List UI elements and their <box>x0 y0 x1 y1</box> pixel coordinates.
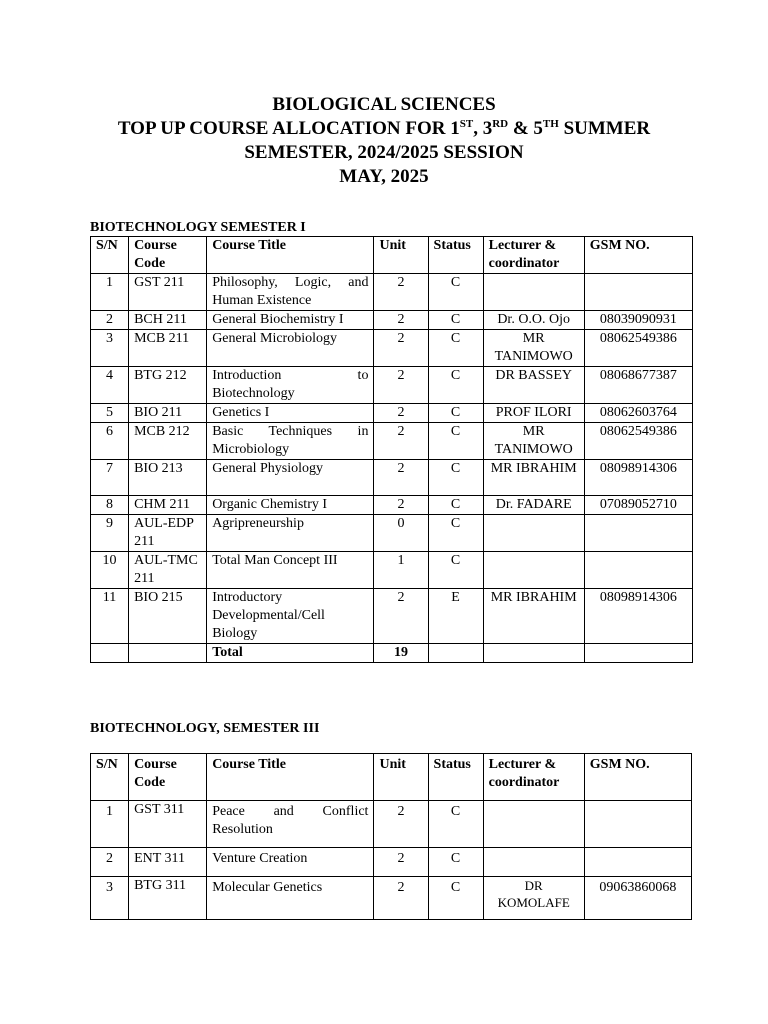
table-row <box>91 311 693 330</box>
cell-lecturer: Dr. O.O. Ojo <box>483 311 584 330</box>
cell-empty <box>91 644 129 663</box>
cell-status: C <box>428 367 483 404</box>
cell-gsm: 07089052710 <box>584 496 692 515</box>
total-label: Total <box>207 644 374 663</box>
cell-gsm: 08039090931 <box>584 311 692 330</box>
cell-status: C <box>428 330 483 367</box>
cell-course-code: BIO 211 <box>129 404 207 423</box>
table-row <box>91 877 692 920</box>
cell-course-title: Total Man Concept III <box>207 552 374 589</box>
cell-unit: 2 <box>374 877 428 920</box>
table-row <box>91 801 692 848</box>
semester-3-table <box>90 753 692 920</box>
table-row <box>91 515 693 552</box>
cell-unit: 2 <box>374 496 428 515</box>
cell-course-code: AUL-EDP 211 <box>129 515 207 552</box>
cell-course-code: AUL-TMC 211 <box>129 552 207 589</box>
cell-sn: 3 <box>91 877 129 920</box>
cell-lecturer <box>483 801 584 848</box>
cell-sn: 11 <box>91 589 129 644</box>
cell-sn: 10 <box>91 552 129 589</box>
cell-gsm: 08068677387 <box>584 367 692 404</box>
col-course-title: Course Title <box>207 754 374 801</box>
semester-1-table <box>90 236 693 663</box>
cell-unit: 2 <box>374 404 428 423</box>
table-row <box>91 274 693 311</box>
cell-unit: 2 <box>374 460 428 496</box>
cell-course-title: Organic Chemistry I <box>207 496 374 515</box>
cell-empty <box>483 644 584 663</box>
cell-course-code: BIO 213 <box>129 460 207 496</box>
cell-lecturer: DR KOMOLAFE <box>483 877 584 920</box>
semester-1-heading: BIOTECHNOLOGY SEMESTER I <box>90 220 306 235</box>
cell-status: E <box>428 589 483 644</box>
cell-status: C <box>428 496 483 515</box>
col-status: Status <box>428 754 483 801</box>
cell-sn: 4 <box>91 367 129 404</box>
cell-course-code: ENT 311 <box>129 848 207 877</box>
cell-unit: 2 <box>374 330 428 367</box>
cell-empty <box>584 644 692 663</box>
cell-course-title: General Physiology <box>207 460 374 496</box>
cell-status: C <box>428 404 483 423</box>
cell-unit: 2 <box>374 801 428 848</box>
cell-course-code: CHM 211 <box>129 496 207 515</box>
col-course-code: Course Code <box>129 754 207 801</box>
cell-unit: 0 <box>374 515 428 552</box>
table-row <box>91 496 693 515</box>
cell-empty <box>129 644 207 663</box>
col-unit: Unit <box>374 237 428 274</box>
cell-course-title: Venture Creation <box>207 848 374 877</box>
total-row <box>91 644 693 663</box>
table-header-row <box>91 754 692 801</box>
cell-lecturer <box>483 274 584 311</box>
table-row <box>91 423 693 460</box>
cell-gsm <box>584 274 692 311</box>
cell-course-title: Genetics I <box>207 404 374 423</box>
cell-unit: 2 <box>374 274 428 311</box>
total-units: 19 <box>374 644 428 663</box>
cell-unit: 2 <box>374 589 428 644</box>
semester-3-heading: BIOTECHNOLOGY, SEMESTER III <box>90 721 320 736</box>
cell-course-title: Philosophy, Logic, and Human Existence <box>207 274 374 311</box>
cell-unit: 2 <box>374 423 428 460</box>
col-gsm: GSM NO. <box>584 754 691 801</box>
cell-course-title: Basic Techniques in Microbiology <box>207 423 374 460</box>
cell-lecturer: MR IBRAHIM <box>483 589 584 644</box>
cell-status: C <box>428 552 483 589</box>
cell-sn: 3 <box>91 330 129 367</box>
cell-empty <box>428 644 483 663</box>
cell-course-title: Introductory Developmental/Cell Biology <box>207 589 374 644</box>
cell-course-code: BIO 215 <box>129 589 207 644</box>
cell-lecturer: Dr. FADARE <box>483 496 584 515</box>
cell-course-title: General Biochemistry I <box>207 311 374 330</box>
cell-gsm: 08062549386 <box>584 423 692 460</box>
session-title: SEMESTER, 2024/2025 SESSION <box>244 142 524 163</box>
cell-status: C <box>428 877 483 920</box>
date-title: MAY, 2025 <box>339 166 429 187</box>
table-row <box>91 552 693 589</box>
cell-course-code: GST 311 <box>129 801 207 848</box>
cell-sn: 7 <box>91 460 129 496</box>
col-sn: S/N <box>91 754 129 801</box>
cell-unit: 2 <box>374 311 428 330</box>
col-unit: Unit <box>374 754 428 801</box>
cell-gsm <box>584 552 692 589</box>
cell-gsm <box>584 801 691 848</box>
cell-course-title: Peace and Conflict Resolution <box>207 801 374 848</box>
cell-unit: 2 <box>374 848 428 877</box>
table-row <box>91 404 693 423</box>
cell-lecturer: PROF ILORI <box>483 404 584 423</box>
cell-sn: 1 <box>91 801 129 848</box>
cell-gsm: 08098914306 <box>584 589 692 644</box>
table-row <box>91 848 692 877</box>
table-header-row <box>91 237 693 274</box>
cell-unit: 2 <box>374 367 428 404</box>
cell-course-code: MCB 212 <box>129 423 207 460</box>
cell-course-code: BTG 311 <box>129 877 207 920</box>
cell-gsm <box>584 515 692 552</box>
cell-status: C <box>428 848 483 877</box>
cell-lecturer: MR IBRAHIM <box>483 460 584 496</box>
cell-sn: 1 <box>91 274 129 311</box>
cell-gsm: 09063860068 <box>584 877 691 920</box>
cell-lecturer: MR TANIMOWO <box>483 330 584 367</box>
document-title <box>0 93 768 189</box>
table-row <box>91 330 693 367</box>
cell-lecturer <box>483 848 584 877</box>
cell-status: C <box>428 801 483 848</box>
cell-course-code: BTG 212 <box>129 367 207 404</box>
cell-sn: 9 <box>91 515 129 552</box>
cell-gsm <box>584 848 691 877</box>
cell-lecturer <box>483 515 584 552</box>
table-row <box>91 460 693 496</box>
department-title: BIOLOGICAL SCIENCES <box>272 94 496 115</box>
cell-course-title: Molecular Genetics <box>207 877 374 920</box>
col-lecturer: Lecturer & coordinator <box>483 754 584 801</box>
cell-course-code: GST 211 <box>129 274 207 311</box>
cell-lecturer: MR TANIMOWO <box>483 423 584 460</box>
cell-course-title: General Microbiology <box>207 330 374 367</box>
col-course-title: Course Title <box>207 237 374 274</box>
cell-status: C <box>428 460 483 496</box>
cell-course-title: Introduction to Biotechnology <box>207 367 374 404</box>
allocation-title: TOP UP COURSE ALLOCATION FOR 1ST, 3RD & 5TH SUMMER <box>117 118 651 139</box>
cell-unit: 1 <box>374 552 428 589</box>
cell-course-code: MCB 211 <box>129 330 207 367</box>
cell-course-title: Agripreneurship <box>207 515 374 552</box>
cell-sn: 6 <box>91 423 129 460</box>
col-course-code: Course Code <box>129 237 207 274</box>
cell-status: C <box>428 274 483 311</box>
cell-status: C <box>428 423 483 460</box>
cell-sn: 2 <box>91 311 129 330</box>
cell-course-code: BCH 211 <box>129 311 207 330</box>
cell-sn: 8 <box>91 496 129 515</box>
cell-lecturer: DR BASSEY <box>483 367 584 404</box>
cell-status: C <box>428 311 483 330</box>
col-sn: S/N <box>91 237 129 274</box>
table-row <box>91 589 693 644</box>
cell-gsm: 08062549386 <box>584 330 692 367</box>
col-status: Status <box>428 237 483 274</box>
col-gsm: GSM NO. <box>584 237 692 274</box>
cell-sn: 5 <box>91 404 129 423</box>
cell-status: C <box>428 515 483 552</box>
cell-lecturer <box>483 552 584 589</box>
table-row <box>91 367 693 404</box>
cell-gsm: 08062603764 <box>584 404 692 423</box>
cell-gsm: 08098914306 <box>584 460 692 496</box>
col-lecturer: Lecturer & coordinator <box>483 237 584 274</box>
cell-sn: 2 <box>91 848 129 877</box>
